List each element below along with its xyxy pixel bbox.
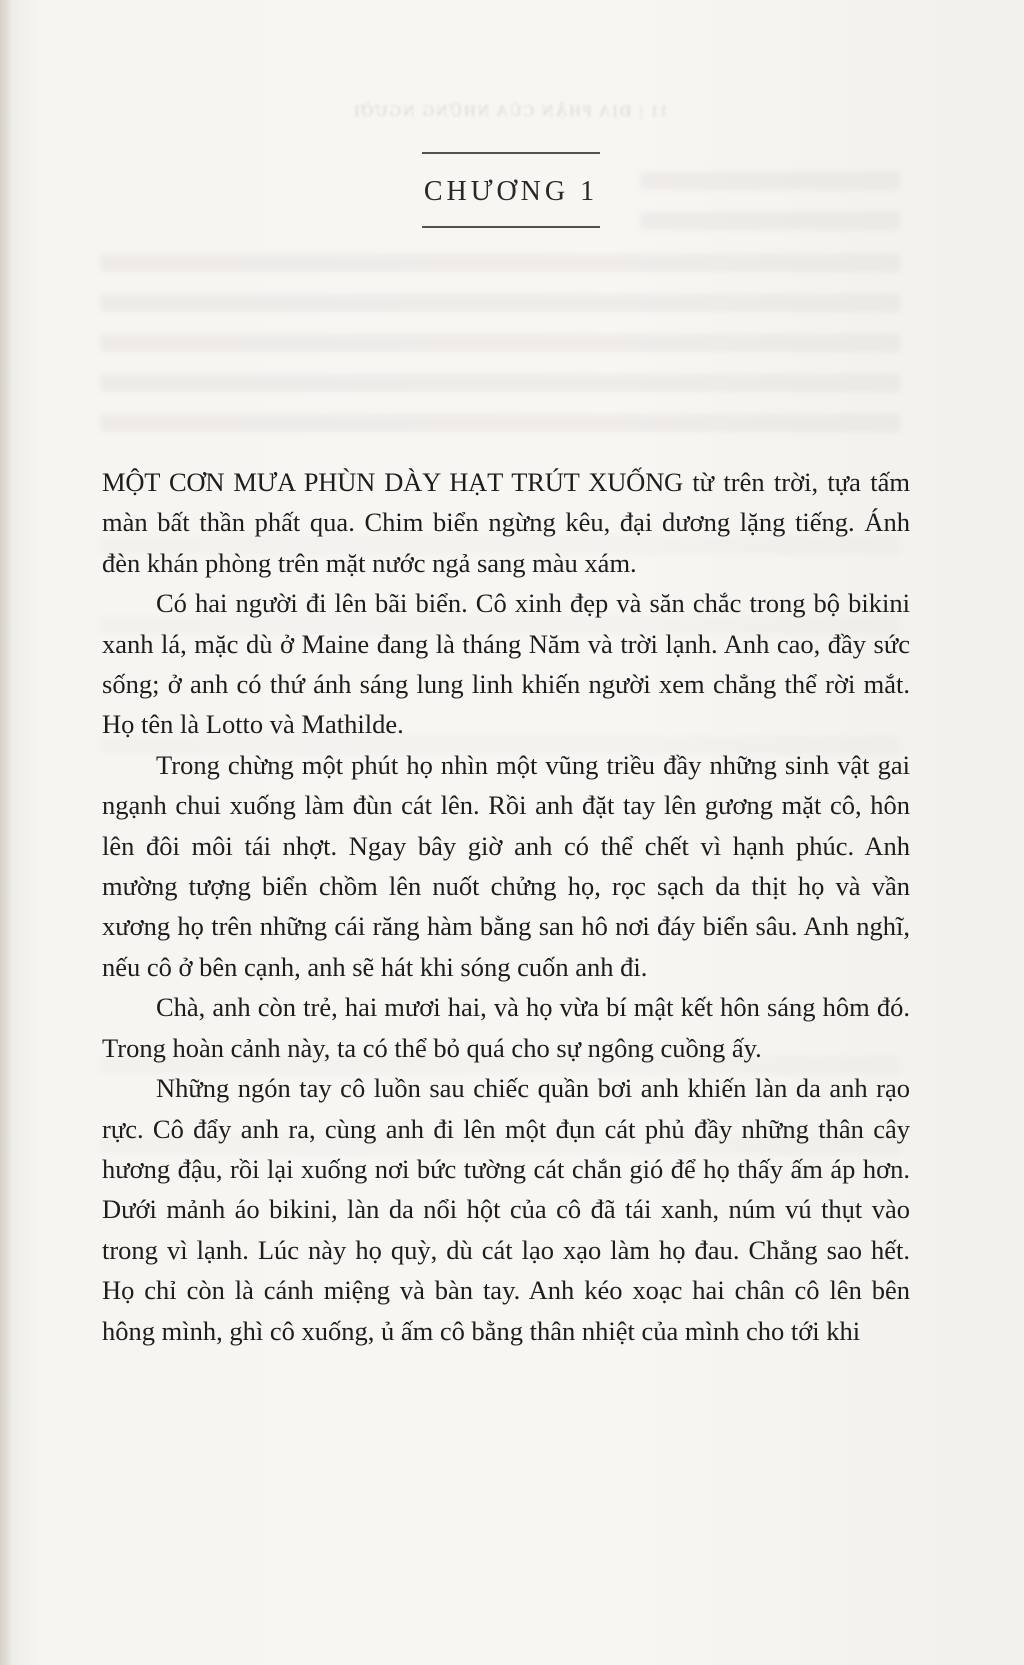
chapter-body [102,462,910,1351]
paragraph-2: Có hai người đi lên bãi biển. Cô xinh đẹp và săn chắc trong bộ bikini xanh lá, mặc dù ở Maine đang là tháng Năm và trời lạnh. Anh cao, đầy sức sống; ở anh có thứ ánh sáng lung linh khiến người xem chẳng thể rời mắt. Họ tên là Lotto và Mathilde. [102,588,910,740]
paragraph-5: Những ngón tay cô luồn sau chiếc quần bơi anh khiến làn da anh rạo rực. Cô đẩy anh ra, cùng anh đi lên một đụn cát phủ đầy những thân cây hương đậu, rồi lại xuống nơi bức tường cát chắn gió để họ thấy ấm áp hơn. Dưới mảnh áo bikini, làn da nổi hột của cô đã tái xanh, núm vú thụt vào trong vì lạnh. Lúc này họ quỳ, dù cát lạo xạo làm họ đau. Chẳng sao hết. Họ chỉ còn là cánh miệng và bàn tay. Anh kéo xoạc hai chân cô lên bên hông mình, ghì cô xuống, ủ ấm cô bằng thân nhiệt của mình cho tới khi [102,1073,910,1346]
running-header: 11 | ĐỊA PHẬN CỦA NHỮNG NGƯỜI [352,103,668,120]
chapter-rule-bottom [422,226,600,228]
paragraph-text: từ trên trời, tựa tấm màn bất thần phất qua. Chim biển ngừng kêu, đại dương lặng tiếng. Ánh đèn khán phòng trên mặt nước ngả sang màu xám. [102,467,910,578]
page-gutter-shadow [0,0,12,1665]
paragraph-4: Chà, anh còn trẻ, hai mươi hai, và họ vừa bí mật kết hôn sáng hôm đó. Trong hoàn cảnh này, ta có thể bỏ quá cho sự ngông cuồng ấy. [102,992,910,1063]
paragraph-1 [102,462,910,583]
paragraph-3: Trong chừng một phút họ nhìn một vũng triều đầy những sinh vật gai ngạnh chui xuống làm đùn cát lên. Rồi anh đặt tay lên gương mặt cô, hôn lên đôi môi tái nhợt. Ngay bây giờ anh có thể chết vì hạnh phúc. Anh mường tượng biển chồm lên nuốt chửng họ, rọc sạch da thịt họ và vần xương họ trên những cái răng hàm bằng san hô nơi đáy biển sâu. Anh nghĩ, nếu cô ở bên cạnh, anh sẽ hát khi sóng cuốn anh đi. [102,749,910,982]
chapter-heading [422,152,600,228]
paragraph-lead-in: MỘT CƠN MƯA PHÙN DÀY HẠT TRÚT XUỐNG [102,467,683,497]
chapter-title: CHƯƠNG 1 [423,176,599,207]
